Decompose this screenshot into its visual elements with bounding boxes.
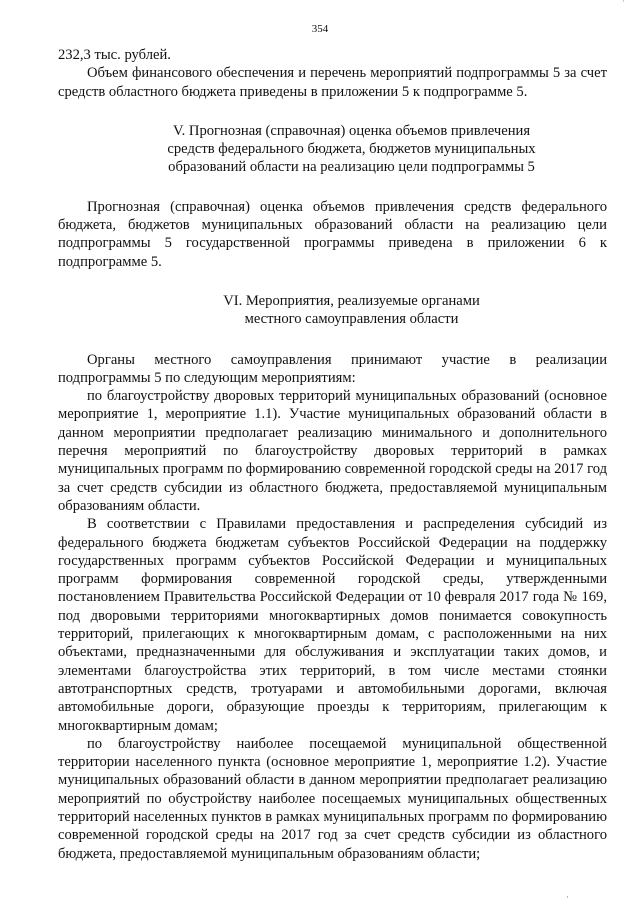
section-heading-v-line-3: образований области на реализацию цели подпрограммы 5 <box>168 159 535 176</box>
page-number: 354 <box>311 23 329 35</box>
paragraph-funding: Объем финансового обеспечения и перечень мероприятий подпрограммы 5 за счет средств областного бюджета приведены в приложении 5 к подпрограмме 5. <box>58 65 607 100</box>
paragraph-continuation: 232,3 тыс. рублей. <box>58 47 171 63</box>
section-heading-vi-line-2: местного самоуправления области <box>244 311 459 328</box>
paragraph-local-bodies: Органы местного самоуправления принимают участие в реализации подпрограммы 5 по следующим мероприятиям: <box>58 351 607 386</box>
paragraph-subsidy-rules: В соответствии с Правилами предоставления и распределения субсидий из федерального бюджета бюджетам субъектов Российской Федерации на поддержку государственных программ субъектов Российской Федерации и муниципальных программ формирования современной городской среды, утвержденными постановлением Правительства Российской Федерации от 10 февраля 2017 года № 169, под дворовыми территориями многоквартирных домов понимается совокупность территорий, прилегающих к многоквартирным домам, с расположенными на них объектами, предназначенными для обслуживания и эксплуатации таких домов, и элементами благоустройства этих территорий, в том числе местами стоянки автотранспортных средств, тротуарами и автомобильными дорогами, включая автомобильные дороги, образующие проезды к территориям, прилегающим к многоквартирным домам; <box>58 516 607 734</box>
paragraph-yard-territories: по благоустройству дворовых территорий муниципальных образований (основное мероприятие 1, мероприятие 1.1). Участие муниципальных образований области в данном мероприятии предполагает реализацию минимального и дополнительного перечня мероприятий по благоустройству дворовых территорий в рамках муниципальных программ по формированию современной городской среды на 2017 год за счет средств субсидии из областного бюджета, предоставляемой муниципальным образованиям области. <box>58 388 607 514</box>
section-heading-vi-line-1: VI. Мероприятия, реализуемые органами <box>223 292 480 309</box>
page-content <box>58 46 607 863</box>
section-heading-v <box>58 122 607 177</box>
section-heading-v-line-2: средств федерального бюджета, бюджетов муниципальных <box>167 141 536 158</box>
section-heading-v-line-1: V. Прогнозная (справочная) оценка объемов привлечения <box>172 122 531 139</box>
section-heading-vi <box>58 292 607 329</box>
scan-mark-top: ˙ <box>622 0 625 9</box>
paragraph-public-territory: по благоустройству наиболее посещаемой муниципальной общественной территории населенного пункта (основное мероприятие 1, мероприятие 1.2). Участие муниципальных образований области в данном мероприятии предполагает реализацию мероприятий по обустройству наиболее посещаемых муниципальных общественных территорий населенных пунктов в рамках муниципальных программ по формированию современной городской среды на 2017 год за счет средств субсидии из областного бюджета, предоставляемой муниципальным образованиям области; <box>58 735 607 862</box>
scan-mark-bottom: · <box>566 892 569 902</box>
paragraph-forecast: Прогнозная (справочная) оценка объемов привлечения средств федерального бюджета, бюджетов муниципальных образований области на реализацию цели подпрограммы 5 государственной программы приведена в приложении 6 к подпрограмме 5. <box>58 198 607 270</box>
